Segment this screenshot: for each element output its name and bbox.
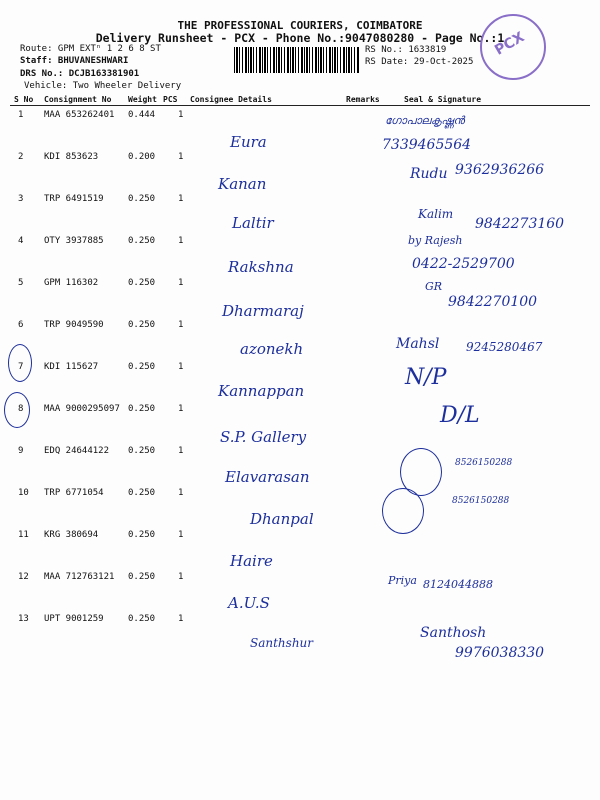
consignee-handwriting: Eura xyxy=(230,133,267,151)
pcx-stamp xyxy=(480,14,546,80)
row-sno: 11 xyxy=(18,530,29,540)
serial-circle-mark xyxy=(4,392,30,428)
row-sno: 12 xyxy=(18,572,29,582)
signature-phone: 9842273160 xyxy=(475,216,565,232)
col-seal-signature: Seal & Signature xyxy=(404,95,482,104)
rs-date: RS Date: 29-Oct-2025 xyxy=(365,57,474,67)
row-sno: 10 xyxy=(18,488,29,498)
company-name: THE PROFESSIONAL COURIERS, COIMBATORE xyxy=(177,19,423,32)
signature-phone: 9362936266 xyxy=(455,162,545,178)
row-pcs: 1 xyxy=(178,572,184,582)
row-consignment: UPT 9001259 xyxy=(44,614,104,624)
signature-phone: 9976038330 xyxy=(455,645,545,661)
row-consignment: EDQ 24644122 xyxy=(44,446,110,456)
row-weight: 0.250 xyxy=(128,488,156,498)
col-sno: S No xyxy=(14,95,34,104)
signature-phone: 8124044888 xyxy=(423,578,493,591)
drs-number: DRS No.: DCJB163381901 xyxy=(20,69,140,79)
row-consignment: KDI 115627 xyxy=(44,362,99,372)
stamp-text: PCX xyxy=(492,29,528,59)
row-weight: 0.250 xyxy=(128,194,156,204)
row-pcs: 1 xyxy=(178,446,184,456)
row-weight: 0.250 xyxy=(128,278,156,288)
header-divider xyxy=(10,105,590,106)
rs-number: RS No.: 1633819 xyxy=(365,45,447,55)
consignee-handwriting: Haire xyxy=(230,552,273,570)
row-pcs: 1 xyxy=(178,236,184,246)
row-weight: 0.250 xyxy=(128,404,156,414)
row-weight: 0.444 xyxy=(128,110,156,120)
signature-phone: 7339465564 xyxy=(382,137,472,153)
row-consignment: TRP 6491519 xyxy=(44,194,104,204)
consignee-handwriting: S.P. Gallery xyxy=(220,428,307,446)
row-weight: 0.250 xyxy=(128,530,156,540)
consignee-handwriting: Kannappan xyxy=(218,382,305,400)
row-consignment: MAA 712763121 xyxy=(44,572,115,582)
row-pcs: 1 xyxy=(178,362,184,372)
col-consignee: Consignee Details xyxy=(190,95,272,104)
row-weight: 0.250 xyxy=(128,614,156,624)
row-pcs: 1 xyxy=(178,614,184,624)
consignee-handwriting: azonekh xyxy=(240,340,304,358)
row-consignment: MAA 9000295097 xyxy=(44,404,120,414)
signature-name: GR xyxy=(425,280,443,293)
signature-phone: 8526150288 xyxy=(455,458,513,468)
row-sno: 6 xyxy=(18,320,24,330)
consignee-handwriting: A.U.S xyxy=(228,594,270,612)
consignee-handwriting: Kanan xyxy=(218,175,267,193)
row-sno: 7 xyxy=(18,362,24,372)
row-sno: 3 xyxy=(18,194,24,204)
row-sno: 9 xyxy=(18,446,24,456)
row-pcs: 1 xyxy=(178,404,184,414)
row-sno: 5 xyxy=(18,278,24,288)
remark-handwriting: D/L xyxy=(440,403,480,428)
barcode xyxy=(234,47,360,73)
row-sno: 1 xyxy=(18,110,24,120)
remark-handwriting: N/P xyxy=(405,365,447,390)
signature-scribble xyxy=(382,488,424,534)
row-weight: 0.250 xyxy=(128,236,156,246)
row-sno: 2 xyxy=(18,152,24,162)
signature-name: Rudu xyxy=(410,166,448,182)
row-consignment: TRP 9049590 xyxy=(44,320,104,330)
col-pcs: PCS xyxy=(163,95,178,104)
signature-phone: 9245280467 xyxy=(466,340,543,354)
row-pcs: 1 xyxy=(178,320,184,330)
row-weight: 0.250 xyxy=(128,572,156,582)
row-consignment: KRG 380694 xyxy=(44,530,99,540)
signature-name: Priya xyxy=(388,574,417,587)
row-weight: 0.250 xyxy=(128,320,156,330)
route-text: Route: GPM EXTⁿ 1 2 6 8 ST xyxy=(20,44,161,54)
row-consignment: KDI 853623 xyxy=(44,152,99,162)
runsheet-subtitle: Delivery Runsheet - PCX - Phone No.:9047080280 - Page No.:1 xyxy=(95,31,505,45)
row-consignment: TRP 6771054 xyxy=(44,488,104,498)
consignee-handwriting: Laltir xyxy=(232,214,274,232)
row-weight: 0.250 xyxy=(128,362,156,372)
row-sno: 4 xyxy=(18,236,24,246)
consignee-handwriting: Rakshna xyxy=(228,258,294,276)
row-consignment: GPM 116302 xyxy=(44,278,99,288)
row-pcs: 1 xyxy=(178,152,184,162)
row-pcs: 1 xyxy=(178,110,184,120)
signature-name: Kalim xyxy=(418,207,454,221)
row-consignment: MAA 653262401 xyxy=(44,110,115,120)
serial-circle-mark xyxy=(8,344,32,382)
row-sno: 13 xyxy=(18,614,29,624)
consignee-handwriting: Santhshur xyxy=(250,636,314,650)
row-weight: 0.200 xyxy=(128,152,156,162)
consignee-handwriting: Elavarasan xyxy=(225,468,310,486)
col-remarks: Remarks xyxy=(346,95,380,104)
row-sno: 8 xyxy=(18,404,24,414)
row-consignment: OTY 3937885 xyxy=(44,236,104,246)
signature-name: Mahsl xyxy=(396,336,440,352)
row-pcs: 1 xyxy=(178,278,184,288)
consignee-handwriting: Dhanpal xyxy=(250,510,314,528)
row-pcs: 1 xyxy=(178,530,184,540)
col-weight: Weight xyxy=(128,95,157,104)
consignee-handwriting: Dharmaraj xyxy=(222,302,304,320)
staff-text: Staff: BHUVANESHWARI xyxy=(20,56,129,66)
col-consignment: Consignment No xyxy=(44,95,112,104)
signature-phone: 9842270100 xyxy=(448,294,538,310)
signature-phone: 8526150288 xyxy=(452,496,510,506)
table-row xyxy=(0,530,600,572)
table-row xyxy=(0,572,600,614)
signature-name: Santhosh xyxy=(420,625,487,641)
signature-name: by Rajesh xyxy=(408,234,463,247)
table-row xyxy=(0,110,600,152)
row-pcs: 1 xyxy=(178,488,184,498)
signature-phone: 0422-2529700 xyxy=(412,256,515,272)
row-pcs: 1 xyxy=(178,194,184,204)
row-weight: 0.250 xyxy=(128,446,156,456)
vehicle-text: Vehicle: Two Wheeler Delivery xyxy=(24,81,182,91)
signature-name: ഗോപാലകൃഷ്ണൻ xyxy=(385,114,465,127)
